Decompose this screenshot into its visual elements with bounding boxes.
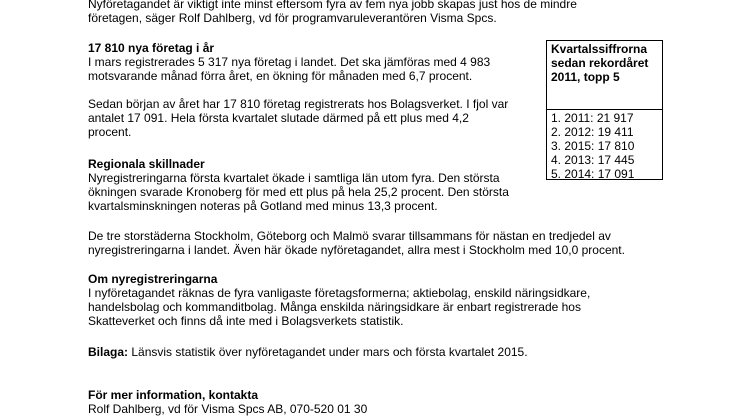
- box-title-line: Kvartalssiffrorna: [551, 42, 648, 56]
- box-title: [551, 42, 648, 84]
- paragraph-line: De tre storstäderna Stockholm, Göteborg och Malmö svarar tillsammans för nästan en tredjedel av: [88, 229, 611, 243]
- paragraph-line: ökningen svarade Kronoberg för med ett plus på hela 25,2 procent. Den största: [88, 185, 509, 199]
- paragraph-line: I mars registrerades 5 317 nya företag i landet. Det ska jämföras med 4 983: [88, 55, 491, 69]
- list-item: 1. 2011: 21 917: [551, 111, 634, 125]
- attachment-label: Bilaga:: [88, 345, 129, 359]
- contact-heading: För mer information, kontakta: [88, 388, 259, 402]
- contact-line: Rolf Dahlberg, vd för Visma Spcs AB, 070-520 01 30: [88, 402, 368, 416]
- quarterly-figures-box: [546, 40, 663, 180]
- new-companies-paragraph-1: [88, 55, 490, 83]
- intro-paragraph: [88, 0, 577, 25]
- list-item: 3. 2015: 17 810: [551, 139, 635, 153]
- paragraph-line: I nyföretagandet räknas de fyra vanligaste företagsformerna; aktiebolag, enskild näringsidkare,: [88, 286, 591, 300]
- regional-paragraph-1: [88, 171, 509, 213]
- box-title-line: 2011, topp 5: [551, 70, 620, 84]
- paragraph-line: Sedan början av året har 17 810 företag registrerats hos Bolagsverket. I fjol var: [88, 97, 509, 111]
- new-companies-paragraph-2: [88, 97, 508, 139]
- paragraph-line: Nyregistreringarna första kvartalet ökade i samtliga län utom fyra. Den största: [88, 171, 500, 185]
- intro-line: företagen, säger Rolf Dahlberg, vd för programvaruleverantören Visma Spcs.: [88, 11, 497, 25]
- intro-line: Nyföretagandet är viktigt inte minst eftersom fyra av fem nya jobb skapas just hos de mindre: [88, 0, 577, 11]
- attachment-line: [88, 345, 528, 359]
- section-heading-about-registrations: Om nyregistreringarna: [88, 272, 218, 286]
- about-registrations-paragraph: [88, 286, 590, 328]
- paragraph-line: procent.: [88, 125, 132, 139]
- paragraph-line: handelsbolag och kommanditbolag. Många enskilda näringsidkare är enbart registrerade hos: [88, 300, 581, 314]
- regional-paragraph-2: [88, 229, 625, 257]
- paragraph-line: motsvarande månad förra året, en ökning för månaden med 6,7 procent.: [88, 69, 473, 83]
- paragraph-line: kvartalsminskningen noteras på Gotland med minus 13,3 procent.: [88, 199, 438, 213]
- list-item: 4. 2013: 17 445: [551, 153, 635, 167]
- top5-list: [551, 111, 634, 181]
- section-heading-new-companies: 17 810 nya företag i år: [88, 41, 215, 55]
- list-item: 5. 2014: 17 091: [551, 167, 635, 181]
- paragraph-line: antalet 17 091. Hela första kvartalet slutade därmed på ett plus med 4,2: [88, 111, 469, 125]
- paragraph-line: Skatteverket och finns då inte med i Bolagsverkets statistik.: [88, 314, 404, 328]
- paragraph-line: nyregistreringarna i landet. Även här ökade nyföretagandet, allra mest i Stockholm med 10,0 procent.: [88, 243, 625, 257]
- section-heading-regional: Regionala skillnader: [88, 157, 205, 171]
- list-item: 2. 2012: 19 411: [551, 125, 634, 139]
- box-title-line: sedan rekordåret: [551, 56, 649, 70]
- attachment-text: Länsvis statistik över nyföretagandet under mars och första kvartalet 2015.: [128, 345, 528, 359]
- box-divider: [547, 109, 662, 110]
